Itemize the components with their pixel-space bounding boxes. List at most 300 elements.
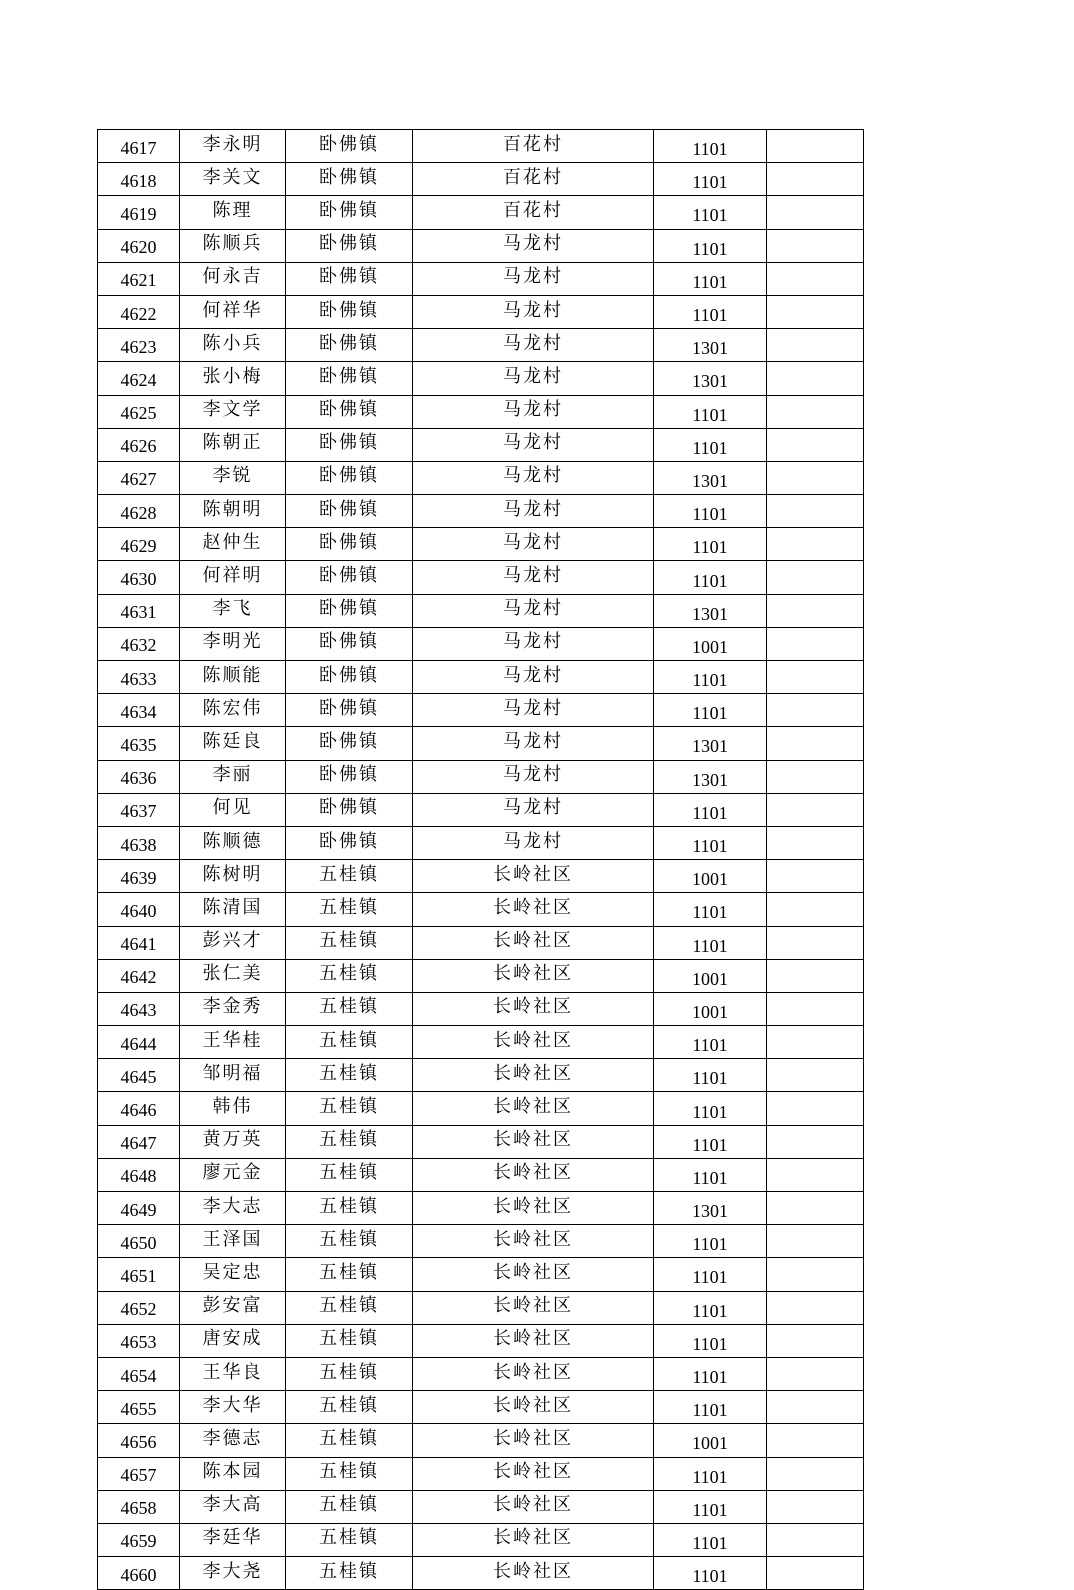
note-cell (767, 528, 864, 561)
person-name-cell: 赵仲生 (180, 528, 286, 561)
table-row (98, 428, 864, 461)
person-name-cell: 唐安成 (180, 1324, 286, 1357)
serial-number-cell: 4630 (98, 561, 180, 594)
village-cell: 长岭社区 (413, 1357, 654, 1390)
person-name-cell: 陈宏伟 (180, 694, 286, 727)
note-cell (767, 229, 864, 262)
note-cell (767, 594, 864, 627)
code-cell: 1301 (654, 727, 767, 760)
code-cell: 1101 (654, 262, 767, 295)
code-cell: 1101 (654, 1125, 767, 1158)
serial-number-cell: 4624 (98, 362, 180, 395)
table-row (98, 959, 864, 992)
serial-number-cell: 4622 (98, 295, 180, 328)
code-cell: 1001 (654, 627, 767, 660)
town-cell: 卧佛镇 (286, 528, 413, 561)
table-row (98, 1357, 864, 1390)
serial-number-cell: 4626 (98, 428, 180, 461)
town-cell: 五桂镇 (286, 1557, 413, 1590)
town-cell: 卧佛镇 (286, 760, 413, 793)
village-cell: 长岭社区 (413, 1490, 654, 1523)
table-row (98, 395, 864, 428)
code-cell: 1101 (654, 793, 767, 826)
serial-number-cell: 4652 (98, 1291, 180, 1324)
town-cell: 卧佛镇 (286, 826, 413, 859)
table-row (98, 1424, 864, 1457)
roster-table (97, 129, 864, 1590)
town-cell: 五桂镇 (286, 1258, 413, 1291)
serial-number-cell: 4650 (98, 1225, 180, 1258)
code-cell: 1301 (654, 461, 767, 494)
village-cell: 长岭社区 (413, 1258, 654, 1291)
person-name-cell: 张仁美 (180, 959, 286, 992)
serial-number-cell: 4629 (98, 528, 180, 561)
person-name-cell: 张小梅 (180, 362, 286, 395)
note-cell (767, 1424, 864, 1457)
village-cell: 长岭社区 (413, 1192, 654, 1225)
code-cell: 1101 (654, 561, 767, 594)
table-row (98, 1391, 864, 1424)
code-cell: 1101 (654, 1026, 767, 1059)
code-cell: 1301 (654, 760, 767, 793)
code-cell: 1101 (654, 229, 767, 262)
village-cell: 马龙村 (413, 793, 654, 826)
note-cell (767, 760, 864, 793)
person-name-cell: 韩伟 (180, 1092, 286, 1125)
code-cell: 1001 (654, 1424, 767, 1457)
person-name-cell: 陈理 (180, 196, 286, 229)
note-cell (767, 1490, 864, 1523)
code-cell: 1301 (654, 1192, 767, 1225)
serial-number-cell: 4641 (98, 926, 180, 959)
serial-number-cell: 4632 (98, 627, 180, 660)
note-cell (767, 627, 864, 660)
village-cell: 长岭社区 (413, 1457, 654, 1490)
serial-number-cell: 4651 (98, 1258, 180, 1291)
town-cell: 卧佛镇 (286, 793, 413, 826)
note-cell (767, 196, 864, 229)
code-cell: 1101 (654, 1391, 767, 1424)
person-name-cell: 李锐 (180, 461, 286, 494)
note-cell (767, 395, 864, 428)
code-cell: 1101 (654, 1225, 767, 1258)
town-cell: 五桂镇 (286, 1059, 413, 1092)
village-cell: 马龙村 (413, 528, 654, 561)
serial-number-cell: 4620 (98, 229, 180, 262)
table-row (98, 1490, 864, 1523)
village-cell: 长岭社区 (413, 1391, 654, 1424)
table-row (98, 461, 864, 494)
person-name-cell: 陈顺德 (180, 826, 286, 859)
serial-number-cell: 4631 (98, 594, 180, 627)
note-cell (767, 926, 864, 959)
table-row (98, 130, 864, 163)
person-name-cell: 彭安富 (180, 1291, 286, 1324)
person-name-cell: 彭兴才 (180, 926, 286, 959)
village-cell: 长岭社区 (413, 1125, 654, 1158)
serial-number-cell: 4647 (98, 1125, 180, 1158)
village-cell: 马龙村 (413, 661, 654, 694)
person-name-cell: 李大尧 (180, 1557, 286, 1590)
town-cell: 卧佛镇 (286, 163, 413, 196)
table-row (98, 860, 864, 893)
serial-number-cell: 4617 (98, 130, 180, 163)
person-name-cell: 陈朝正 (180, 428, 286, 461)
code-cell: 1101 (654, 1457, 767, 1490)
note-cell (767, 1225, 864, 1258)
person-name-cell: 黄万英 (180, 1125, 286, 1158)
village-cell: 马龙村 (413, 329, 654, 362)
serial-number-cell: 4658 (98, 1490, 180, 1523)
person-name-cell: 陈树明 (180, 860, 286, 893)
town-cell: 五桂镇 (286, 893, 413, 926)
town-cell: 卧佛镇 (286, 329, 413, 362)
note-cell (767, 1092, 864, 1125)
note-cell (767, 826, 864, 859)
serial-number-cell: 4660 (98, 1557, 180, 1590)
table-row (98, 627, 864, 660)
town-cell: 卧佛镇 (286, 461, 413, 494)
code-cell: 1101 (654, 1059, 767, 1092)
town-cell: 五桂镇 (286, 1291, 413, 1324)
note-cell (767, 1523, 864, 1556)
serial-number-cell: 4643 (98, 992, 180, 1025)
code-cell: 1101 (654, 926, 767, 959)
town-cell: 五桂镇 (286, 926, 413, 959)
village-cell: 百花村 (413, 130, 654, 163)
note-cell (767, 893, 864, 926)
table-row (98, 893, 864, 926)
serial-number-cell: 4646 (98, 1092, 180, 1125)
serial-number-cell: 4645 (98, 1059, 180, 1092)
serial-number-cell: 4623 (98, 329, 180, 362)
table-row (98, 295, 864, 328)
note-cell (767, 1192, 864, 1225)
table-row (98, 1158, 864, 1191)
village-cell: 马龙村 (413, 262, 654, 295)
person-name-cell: 李永明 (180, 130, 286, 163)
serial-number-cell: 4619 (98, 196, 180, 229)
serial-number-cell: 4656 (98, 1424, 180, 1457)
person-name-cell: 何祥明 (180, 561, 286, 594)
code-cell: 1301 (654, 594, 767, 627)
village-cell: 马龙村 (413, 627, 654, 660)
town-cell: 卧佛镇 (286, 594, 413, 627)
code-cell: 1101 (654, 1357, 767, 1390)
village-cell: 长岭社区 (413, 1291, 654, 1324)
note-cell (767, 329, 864, 362)
village-cell: 长岭社区 (413, 1225, 654, 1258)
town-cell: 卧佛镇 (286, 561, 413, 594)
table-row (98, 826, 864, 859)
note-cell (767, 1258, 864, 1291)
table-row (98, 1324, 864, 1357)
village-cell: 长岭社区 (413, 1523, 654, 1556)
village-cell: 马龙村 (413, 561, 654, 594)
serial-number-cell: 4657 (98, 1457, 180, 1490)
table-row (98, 495, 864, 528)
town-cell: 卧佛镇 (286, 694, 413, 727)
note-cell (767, 1391, 864, 1424)
code-cell: 1001 (654, 992, 767, 1025)
person-name-cell: 邹明福 (180, 1059, 286, 1092)
town-cell: 五桂镇 (286, 959, 413, 992)
serial-number-cell: 4634 (98, 694, 180, 727)
serial-number-cell: 4649 (98, 1192, 180, 1225)
town-cell: 五桂镇 (286, 1457, 413, 1490)
village-cell: 长岭社区 (413, 860, 654, 893)
table-row (98, 1457, 864, 1490)
note-cell (767, 1457, 864, 1490)
town-cell: 卧佛镇 (286, 362, 413, 395)
village-cell: 长岭社区 (413, 1059, 654, 1092)
village-cell: 马龙村 (413, 760, 654, 793)
table-row (98, 229, 864, 262)
village-cell: 长岭社区 (413, 1092, 654, 1125)
table-row (98, 1523, 864, 1556)
code-cell: 1101 (654, 661, 767, 694)
person-name-cell: 陈朝明 (180, 495, 286, 528)
person-name-cell: 王华桂 (180, 1026, 286, 1059)
serial-number-cell: 4618 (98, 163, 180, 196)
serial-number-cell: 4655 (98, 1391, 180, 1424)
town-cell: 卧佛镇 (286, 262, 413, 295)
person-name-cell: 吴定忠 (180, 1258, 286, 1291)
serial-number-cell: 4640 (98, 893, 180, 926)
code-cell: 1101 (654, 428, 767, 461)
serial-number-cell: 4653 (98, 1324, 180, 1357)
note-cell (767, 262, 864, 295)
code-cell: 1101 (654, 1324, 767, 1357)
note-cell (767, 362, 864, 395)
village-cell: 马龙村 (413, 826, 654, 859)
table-row (98, 1225, 864, 1258)
town-cell: 卧佛镇 (286, 627, 413, 660)
note-cell (767, 860, 864, 893)
town-cell: 卧佛镇 (286, 395, 413, 428)
code-cell: 1101 (654, 163, 767, 196)
person-name-cell: 李明光 (180, 627, 286, 660)
town-cell: 五桂镇 (286, 860, 413, 893)
village-cell: 马龙村 (413, 395, 654, 428)
person-name-cell: 李德志 (180, 1424, 286, 1457)
village-cell: 百花村 (413, 163, 654, 196)
note-cell (767, 992, 864, 1025)
village-cell: 马龙村 (413, 461, 654, 494)
person-name-cell: 何永吉 (180, 262, 286, 295)
village-cell: 马龙村 (413, 229, 654, 262)
town-cell: 卧佛镇 (286, 130, 413, 163)
town-cell: 五桂镇 (286, 992, 413, 1025)
village-cell: 马龙村 (413, 495, 654, 528)
village-cell: 马龙村 (413, 694, 654, 727)
table-row (98, 926, 864, 959)
note-cell (767, 1291, 864, 1324)
serial-number-cell: 4644 (98, 1026, 180, 1059)
table-row (98, 528, 864, 561)
code-cell: 1101 (654, 694, 767, 727)
town-cell: 五桂镇 (286, 1424, 413, 1457)
code-cell: 1101 (654, 395, 767, 428)
note-cell (767, 959, 864, 992)
serial-number-cell: 4639 (98, 860, 180, 893)
person-name-cell: 李大华 (180, 1391, 286, 1424)
code-cell: 1101 (654, 295, 767, 328)
code-cell: 1101 (654, 1092, 767, 1125)
person-name-cell: 李廷华 (180, 1523, 286, 1556)
table-row (98, 329, 864, 362)
table-row (98, 262, 864, 295)
code-cell: 1101 (654, 495, 767, 528)
person-name-cell: 李丽 (180, 760, 286, 793)
code-cell: 1101 (654, 1158, 767, 1191)
note-cell (767, 1557, 864, 1590)
person-name-cell: 何见 (180, 793, 286, 826)
table-row (98, 561, 864, 594)
town-cell: 五桂镇 (286, 1490, 413, 1523)
table-row (98, 793, 864, 826)
village-cell: 马龙村 (413, 362, 654, 395)
person-name-cell: 李文学 (180, 395, 286, 428)
person-name-cell: 陈小兵 (180, 329, 286, 362)
table-row (98, 694, 864, 727)
note-cell (767, 461, 864, 494)
village-cell: 长岭社区 (413, 1424, 654, 1457)
person-name-cell: 陈顺能 (180, 661, 286, 694)
serial-number-cell: 4642 (98, 959, 180, 992)
serial-number-cell: 4659 (98, 1523, 180, 1556)
person-name-cell: 王华良 (180, 1357, 286, 1390)
table-row (98, 163, 864, 196)
serial-number-cell: 4654 (98, 1357, 180, 1390)
town-cell: 卧佛镇 (286, 428, 413, 461)
code-cell: 1301 (654, 362, 767, 395)
town-cell: 五桂镇 (286, 1324, 413, 1357)
serial-number-cell: 4635 (98, 727, 180, 760)
table-row (98, 661, 864, 694)
code-cell: 1101 (654, 196, 767, 229)
village-cell: 长岭社区 (413, 926, 654, 959)
code-cell: 1101 (654, 130, 767, 163)
table-row (98, 1026, 864, 1059)
table-row (98, 760, 864, 793)
serial-number-cell: 4637 (98, 793, 180, 826)
person-name-cell: 陈清国 (180, 893, 286, 926)
code-cell: 1101 (654, 1291, 767, 1324)
code-cell: 1101 (654, 893, 767, 926)
town-cell: 五桂镇 (286, 1357, 413, 1390)
village-cell: 百花村 (413, 196, 654, 229)
person-name-cell: 李关文 (180, 163, 286, 196)
town-cell: 卧佛镇 (286, 295, 413, 328)
person-name-cell: 王泽国 (180, 1225, 286, 1258)
village-cell: 马龙村 (413, 295, 654, 328)
village-cell: 长岭社区 (413, 1026, 654, 1059)
serial-number-cell: 4636 (98, 760, 180, 793)
note-cell (767, 661, 864, 694)
table-row (98, 1192, 864, 1225)
serial-number-cell: 4648 (98, 1158, 180, 1191)
code-cell: 1001 (654, 959, 767, 992)
table-row (98, 1291, 864, 1324)
village-cell: 长岭社区 (413, 959, 654, 992)
code-cell: 1001 (654, 860, 767, 893)
person-name-cell: 李金秀 (180, 992, 286, 1025)
code-cell: 1301 (654, 329, 767, 362)
town-cell: 五桂镇 (286, 1026, 413, 1059)
village-cell: 马龙村 (413, 727, 654, 760)
village-cell: 长岭社区 (413, 1324, 654, 1357)
serial-number-cell: 4625 (98, 395, 180, 428)
code-cell: 1101 (654, 1490, 767, 1523)
roster-table-body (98, 130, 864, 1590)
town-cell: 卧佛镇 (286, 229, 413, 262)
village-cell: 长岭社区 (413, 1158, 654, 1191)
code-cell: 1101 (654, 528, 767, 561)
village-cell: 马龙村 (413, 594, 654, 627)
town-cell: 五桂镇 (286, 1192, 413, 1225)
village-cell: 长岭社区 (413, 893, 654, 926)
table-row (98, 1557, 864, 1590)
village-cell: 长岭社区 (413, 992, 654, 1025)
code-cell: 1101 (654, 1258, 767, 1291)
table-row (98, 1059, 864, 1092)
town-cell: 五桂镇 (286, 1158, 413, 1191)
note-cell (767, 295, 864, 328)
table-row (98, 1092, 864, 1125)
table-row (98, 196, 864, 229)
table-row (98, 362, 864, 395)
note-cell (767, 1357, 864, 1390)
note-cell (767, 561, 864, 594)
person-name-cell: 陈廷良 (180, 727, 286, 760)
town-cell: 五桂镇 (286, 1092, 413, 1125)
person-name-cell: 陈顺兵 (180, 229, 286, 262)
town-cell: 卧佛镇 (286, 661, 413, 694)
note-cell (767, 163, 864, 196)
town-cell: 卧佛镇 (286, 196, 413, 229)
table-row (98, 1125, 864, 1158)
code-cell: 1101 (654, 826, 767, 859)
serial-number-cell: 4638 (98, 826, 180, 859)
town-cell: 卧佛镇 (286, 495, 413, 528)
person-name-cell: 李大高 (180, 1490, 286, 1523)
serial-number-cell: 4627 (98, 461, 180, 494)
note-cell (767, 1324, 864, 1357)
note-cell (767, 727, 864, 760)
note-cell (767, 793, 864, 826)
town-cell: 卧佛镇 (286, 727, 413, 760)
code-cell: 1101 (654, 1523, 767, 1556)
serial-number-cell: 4633 (98, 661, 180, 694)
note-cell (767, 1158, 864, 1191)
serial-number-cell: 4621 (98, 262, 180, 295)
table-row (98, 992, 864, 1025)
person-name-cell: 何祥华 (180, 295, 286, 328)
person-name-cell: 廖元金 (180, 1158, 286, 1191)
person-name-cell: 李大志 (180, 1192, 286, 1225)
person-name-cell: 陈本园 (180, 1457, 286, 1490)
town-cell: 五桂镇 (286, 1523, 413, 1556)
note-cell (767, 1059, 864, 1092)
town-cell: 五桂镇 (286, 1225, 413, 1258)
note-cell (767, 1026, 864, 1059)
table-row (98, 1258, 864, 1291)
village-cell: 马龙村 (413, 428, 654, 461)
village-cell: 长岭社区 (413, 1557, 654, 1590)
serial-number-cell: 4628 (98, 495, 180, 528)
note-cell (767, 694, 864, 727)
